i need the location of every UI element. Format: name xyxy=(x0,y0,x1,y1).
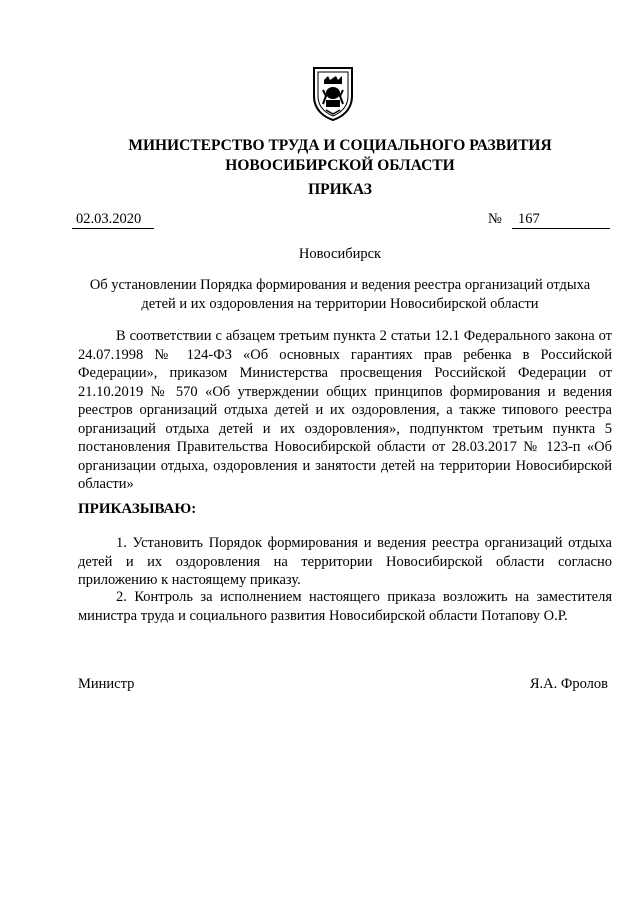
ministry-line-2: НОВОСИБИРСКОЙ ОБЛАСТИ xyxy=(225,157,455,174)
coat-of-arms-emblem xyxy=(310,66,356,122)
signatory-name: Я.А. Фролов xyxy=(529,676,608,692)
ministry-line-1: МИНИСТЕРСТВО ТРУДА И СОЦИАЛЬНОГО РАЗВИТИЯ xyxy=(128,137,552,154)
order-subject xyxy=(74,276,606,314)
order-item-1: 1. Установить Порядок формирования и ведения реестра организаций отдыха детей и их оздоровления на территории Новосибирской области согласно приложению к настоящему приказу. xyxy=(78,535,612,588)
order-item-2: 2. Контроль за исполнением настоящего приказа возложить на заместителя министра труда и социального развития Новосибирской области Потапову О.Р. xyxy=(78,589,612,624)
orders-heading: ПРИКАЗЫВАЮ: xyxy=(78,501,197,517)
subject-line-1: Об установлении Порядка формирования и ведения реестра организаций отдыха xyxy=(89,277,591,293)
order-number: 167 xyxy=(512,211,610,229)
order-date: 02.03.2020 xyxy=(72,211,154,229)
document-type: ПРИКАЗ xyxy=(308,181,372,198)
signatory-title: Министр xyxy=(78,676,135,692)
preamble-paragraph: В соответствии с абзацем третьим пункта 2 статьи 12.1 Федерального закона от 24.07.1998 № 124-ФЗ «Об основных гарантиях прав ребенка в Российской Федерации», приказом Министерства просвещения Российской Федерации от 21.10.2019 № 570 «Об утверждении общих принципов формирования и ведения реестров организаций отдыха детей и их оздоровления, а также типового реестра организаций отдыха детей и их оздоровления», подпунктом третьим пункта 5 постановления Правительства Новосибирской области от 28.03.2017 № 123-п «Об организации отдыха, оздоровления и занятости детей на территории Новосибирской области» xyxy=(78,328,612,492)
ministry-name xyxy=(60,136,620,176)
subject-line-2: детей и их оздоровления на территории Новосибирской области xyxy=(141,296,539,312)
number-sign: № xyxy=(488,211,502,227)
city: Новосибирск xyxy=(298,246,382,262)
